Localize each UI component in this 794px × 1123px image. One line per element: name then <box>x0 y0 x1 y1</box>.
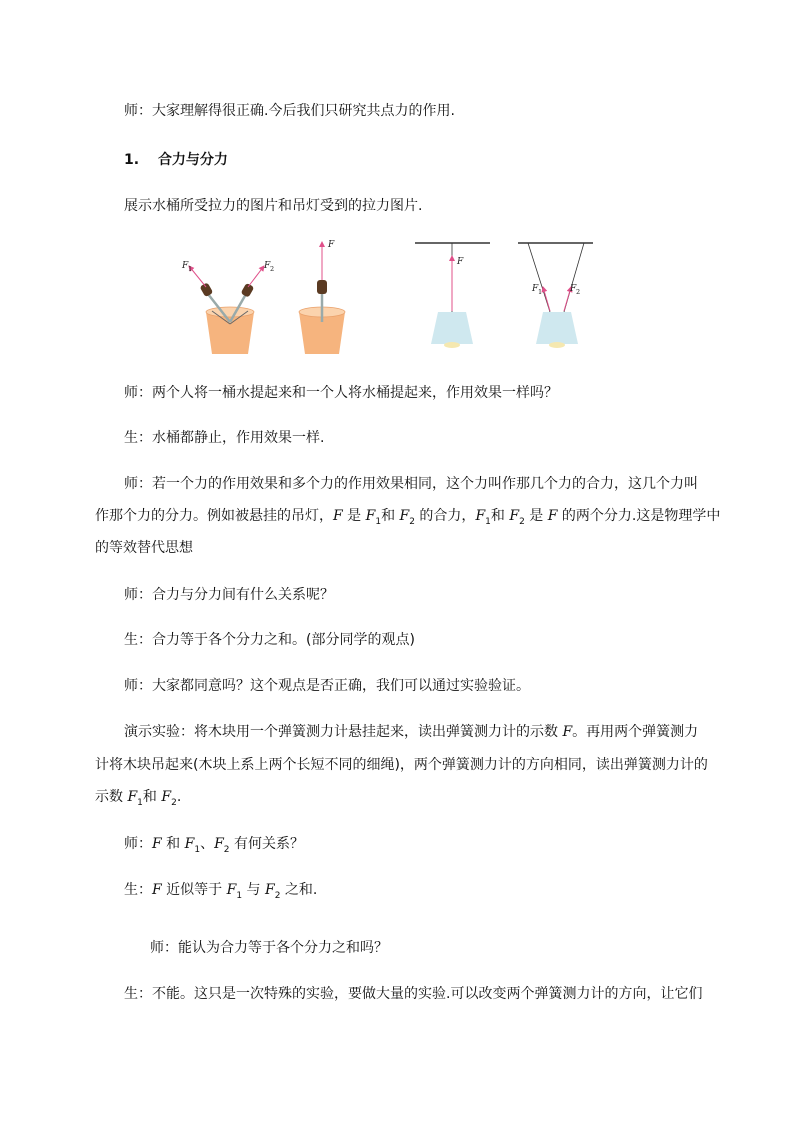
label-f1-sub: 1 <box>188 265 193 273</box>
text-segment: 近似等于 <box>161 882 227 898</box>
bucket-two-hands <box>181 261 274 354</box>
label-f-lamp: F <box>457 257 464 267</box>
label-f2-lamp-sub: 2 <box>576 288 581 296</box>
text-segment: 是 <box>524 508 548 524</box>
lamp-shade-icon <box>431 312 473 344</box>
hand-left-icon <box>200 282 214 297</box>
hand-icon <box>317 280 327 294</box>
subscript: 1 <box>137 797 143 808</box>
section-heading <box>124 150 228 170</box>
symbol-f: F <box>562 724 573 740</box>
subscript: 1 <box>236 890 243 901</box>
symbol-f2: F <box>509 508 520 524</box>
heading-title: 合力与分力 <box>157 152 228 168</box>
symbol-f2: F <box>161 789 172 805</box>
force-figure <box>160 232 640 362</box>
lamp-one-rope <box>415 243 490 348</box>
subscript: 2 <box>519 516 525 527</box>
text-segment: 的两个分力.这是物理学中 <box>557 508 721 524</box>
bucket-one-hand <box>299 240 345 354</box>
text-segment: 作那个力的分力。例如被悬挂的吊灯， <box>95 508 333 524</box>
symbol-f1: F <box>226 882 237 898</box>
paragraph-student-opinion: 生：合力等于各个分力之和。(部分同学的观点) <box>124 632 415 648</box>
subscript: 2 <box>223 844 230 855</box>
symbol-f: F <box>152 882 162 898</box>
text-segment: 和 <box>142 789 162 805</box>
paragraph-teacher-1: 师：大家理解得很正确.今后我们只研究共点力的作用. <box>124 103 455 119</box>
subscript: 1 <box>375 516 382 527</box>
paragraph-experiment-line1 <box>124 722 698 742</box>
text-segment: 和 <box>161 836 185 852</box>
text-segment: 生： <box>124 882 152 898</box>
symbol-f1: F <box>127 789 138 805</box>
text-segment: 与 <box>242 882 265 898</box>
text-segment: 的合力， <box>414 508 476 524</box>
subscript: 2 <box>171 797 177 808</box>
paragraph-teacher-compare <box>124 834 304 860</box>
text-segment: 示数 <box>95 789 128 805</box>
text-segment: 演示实验：将木块用一个弹簧测力计悬挂起来，读出弹簧测力计的示数 <box>124 724 563 740</box>
text-segment: . <box>176 789 182 805</box>
text-segment: 师： <box>124 836 152 852</box>
symbol-f2: F <box>214 836 224 852</box>
symbol-f1: F <box>184 836 195 852</box>
hand-right-icon <box>241 283 255 298</box>
paragraph-experiment-line2: 计将木块吊起来(木块上系上两个长短不同的细绳)，两个弹簧测力计的方向相同，读出弹簧测力计的 <box>95 757 708 773</box>
paragraph-definition-line1: 师：若一个力的作用效果和多个力的作用效果相同，这个力叫作那几个力的合力，这几个力叫 <box>124 476 698 492</box>
label-f1-lamp: F <box>532 284 539 294</box>
lamp-shade-icon <box>536 312 578 344</box>
heading-number: 1. <box>124 152 140 168</box>
text-segment: 有何关系？ <box>229 836 304 852</box>
lamp-two-ropes <box>518 243 593 348</box>
subscript: 1 <box>485 516 491 527</box>
paragraph-experiment-line3 <box>95 787 181 813</box>
text-segment: 之和. <box>280 882 318 898</box>
label-f2-bucket: F <box>264 261 271 271</box>
paragraph-teacher-sum: 师：能认为合力等于各个分力之和吗？ <box>150 940 388 956</box>
subscript: 2 <box>274 890 281 901</box>
text-segment: 和 <box>490 508 510 524</box>
paragraph-student-no: 生：不能。这只是一次特殊的实验，要做大量的实验.可以改变两个弹簧测力计的方向，让它们 <box>124 986 703 1002</box>
paragraph-teacher-relation: 师：合力与分力间有什么关系呢？ <box>124 587 334 603</box>
paragraph-definition-line2 <box>95 506 720 532</box>
text-segment: 是 <box>342 508 366 524</box>
label-f-bucket: F <box>328 240 335 250</box>
symbol-f1: F <box>365 508 376 524</box>
symbol-f1: F <box>475 508 486 524</box>
label-f1-bucket: F <box>182 261 189 271</box>
subscript: 1 <box>194 844 201 855</box>
label-f2-lamp: F <box>570 284 577 294</box>
symbol-f2: F <box>264 882 275 898</box>
symbol-f: F <box>152 836 162 852</box>
text-segment: 和 <box>381 508 400 524</box>
subscript: 2 <box>409 516 415 527</box>
paragraph-definition-line3: 的等效替代思想 <box>95 540 193 556</box>
symbol-f2: F <box>399 508 410 524</box>
paragraph-student-answer: 生：水桶都静止，作用效果一样. <box>124 430 325 446</box>
label-f1-lamp-sub: 1 <box>538 288 543 296</box>
symbol-f: F <box>333 508 343 524</box>
paragraph-teacher-question: 师：两个人将一桶水提起来和一个人将水桶提起来，作用效果一样吗？ <box>124 385 558 401</box>
paragraph-show-pictures: 展示水桶所受拉力的图片和吊灯受到的拉力图片. <box>124 198 423 214</box>
label-f2-sub: 2 <box>270 265 275 273</box>
paragraph-teacher-verify: 师：大家都同意吗？这个观点是否正确，我们可以通过实验验证。 <box>124 678 530 694</box>
paragraph-student-approx <box>124 880 317 906</box>
text-segment: 。再用两个弹簧测力 <box>572 724 699 740</box>
text-segment: 、 <box>200 836 215 852</box>
symbol-f: F <box>547 508 558 524</box>
